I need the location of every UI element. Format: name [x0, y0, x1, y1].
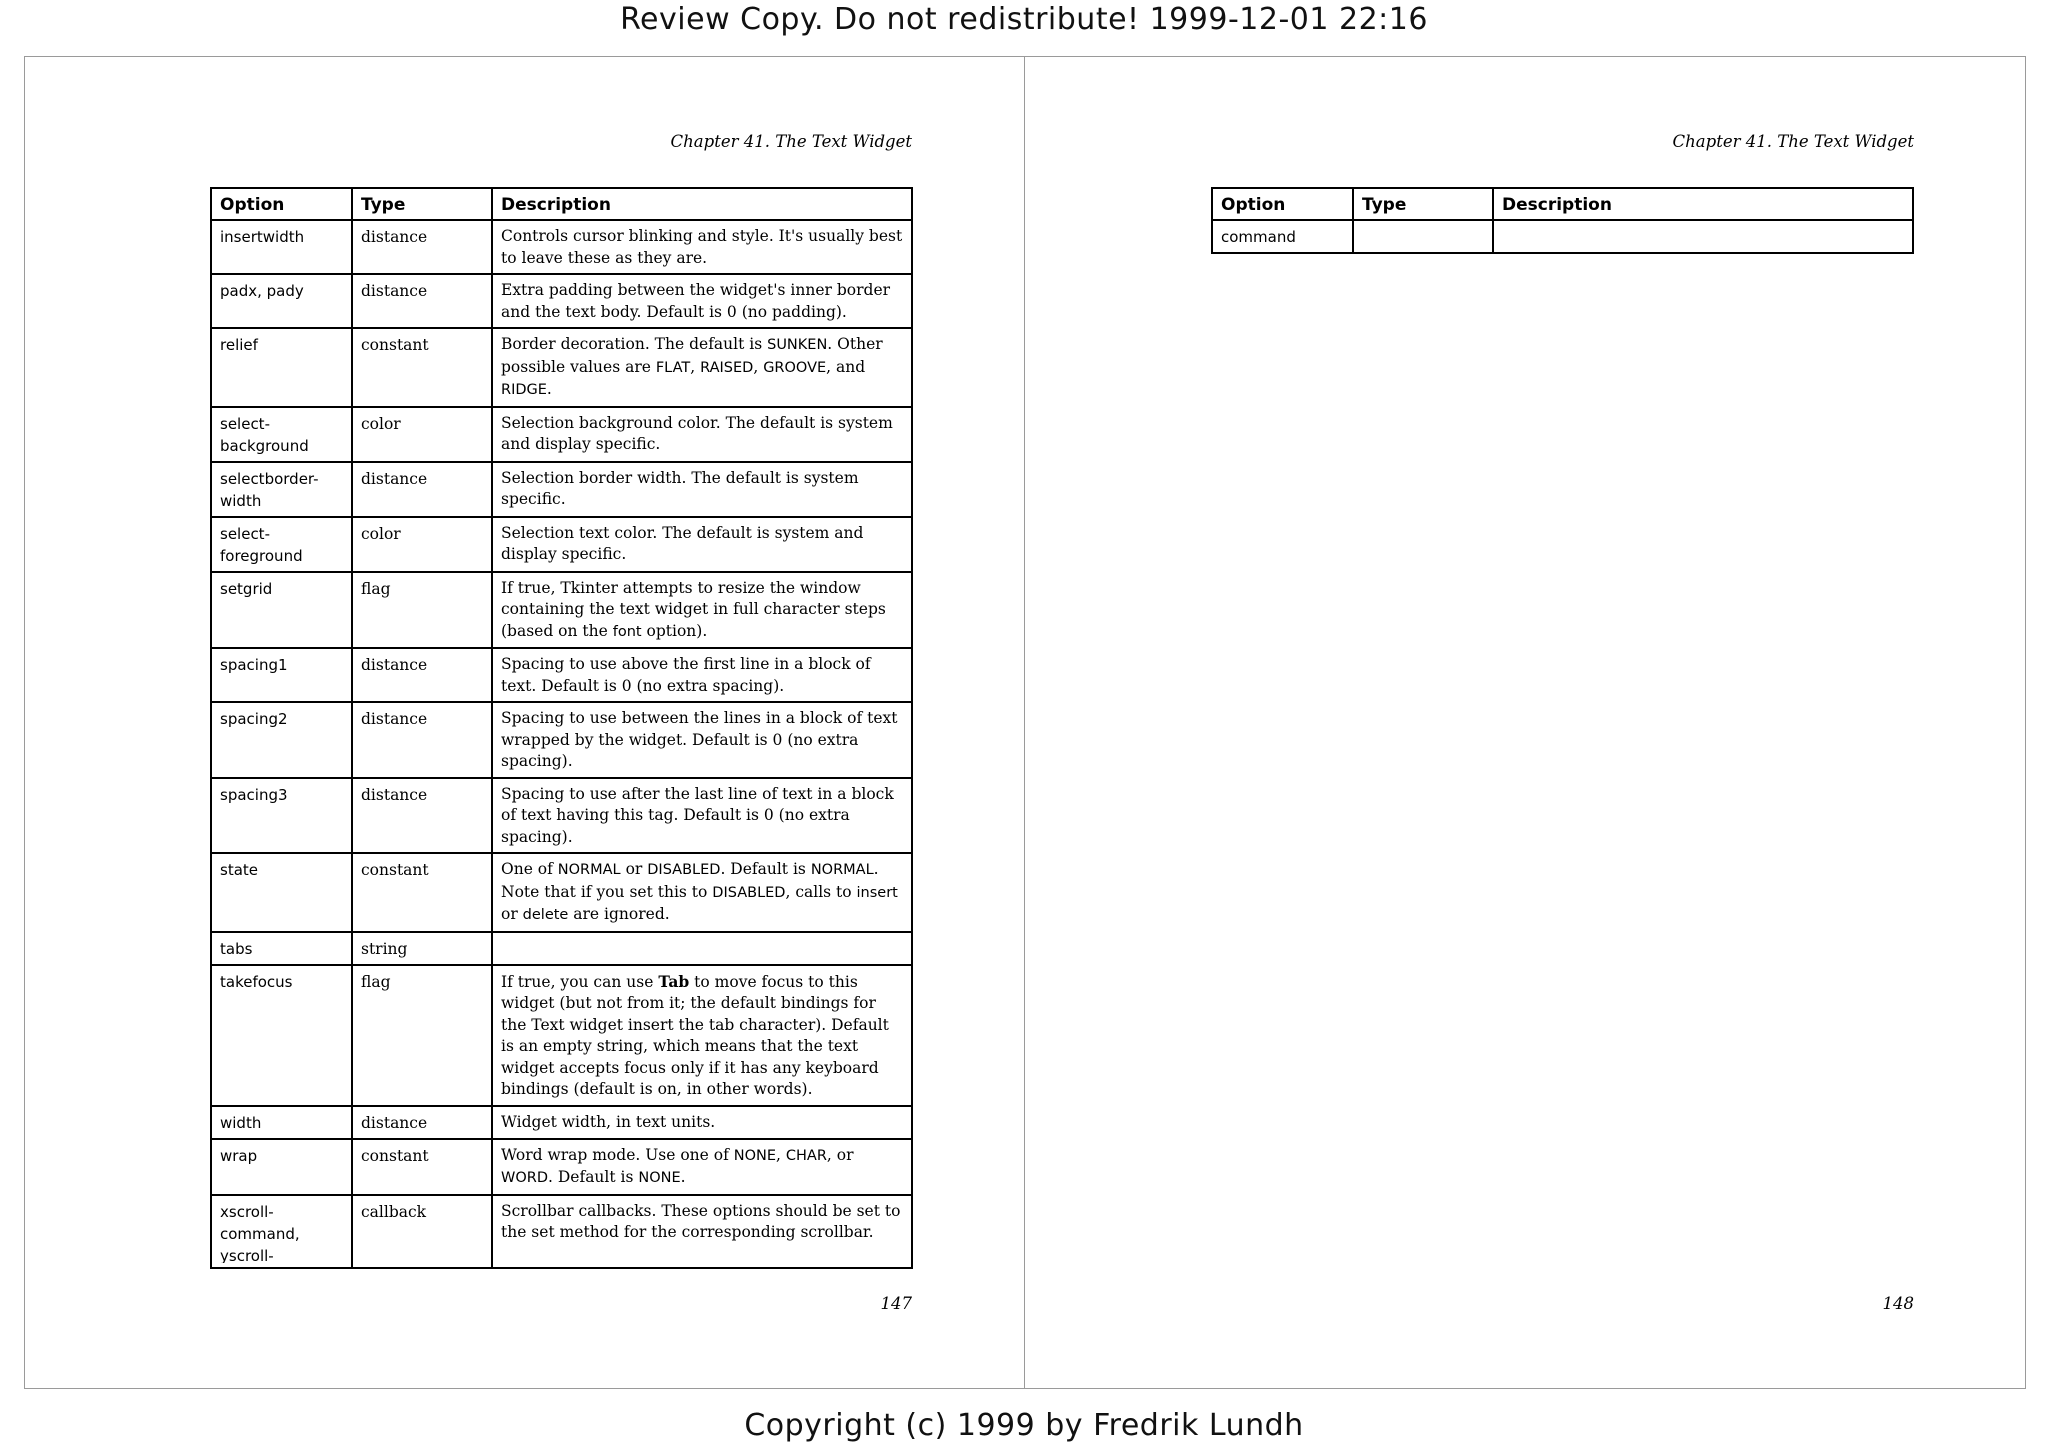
- table-row: [211, 462, 912, 517]
- option-name: [211, 702, 352, 778]
- table-header-row: [1212, 188, 1913, 220]
- option-name: [211, 328, 352, 407]
- code-literal: insert: [856, 884, 898, 901]
- page-number: 147: [880, 1294, 912, 1313]
- option-description: Extra padding between the widget's inner border and the text body. Default is 0 (no padding).: [492, 274, 912, 328]
- option-name-text: insertwidth: [220, 228, 305, 246]
- right-page: [1025, 56, 2026, 1389]
- left-page: [24, 56, 1025, 1389]
- option-description: Spacing to use after the last line of text in a block of text having this tag. Default is 0 (no extra spacing).: [492, 778, 912, 854]
- option-type: flag: [352, 965, 492, 1106]
- code-literal: NORMAL: [810, 862, 874, 878]
- option-name-text: padx, pady: [220, 282, 304, 300]
- option-name-text: selectborder-width: [220, 469, 319, 510]
- options-table-body: [1212, 220, 1913, 253]
- option-name: [211, 220, 352, 274]
- option-name: [211, 407, 352, 462]
- option-type: string: [352, 932, 492, 965]
- option-type: color: [352, 517, 492, 572]
- table-row: [211, 648, 912, 702]
- option-description: One of NORMAL or DISABLED. Default is NORMAL. Note that if you set this to DISABLED, calls to insert or delete are ignored.: [492, 853, 912, 932]
- option-description: Selection border width. The default is system specific.: [492, 462, 912, 517]
- option-name: [211, 572, 352, 649]
- option-name: [211, 517, 352, 572]
- option-name: [211, 274, 352, 328]
- table-header-row: [211, 188, 912, 220]
- option-name: [211, 932, 352, 965]
- header-option: Option: [211, 188, 352, 220]
- option-type: distance: [352, 220, 492, 274]
- option-name: [211, 648, 352, 702]
- page-number: 148: [1882, 1294, 1914, 1313]
- option-name-text: takefocus: [220, 972, 293, 991]
- option-name-text: relief: [220, 336, 258, 354]
- option-name: [211, 778, 352, 854]
- option-description: [492, 932, 912, 965]
- table-row: [211, 965, 912, 1106]
- code-literal: NORMAL: [557, 862, 621, 878]
- option-name-text: setgrid: [220, 579, 273, 598]
- option-type: distance: [352, 648, 492, 702]
- option-description: Spacing to use between the lines in a block of text wrapped by the widget. Default is 0 (no extra spacing).: [492, 702, 912, 778]
- header-type: Type: [352, 188, 492, 220]
- option-description: Selection background color. The default is system and display specific.: [492, 407, 912, 462]
- code-literal: GROOVE: [763, 359, 827, 376]
- code-literal: DISABLED: [647, 862, 721, 878]
- code-literal: DISABLED: [712, 884, 786, 901]
- options-table: [1211, 187, 1914, 254]
- code-literal: WORD: [501, 1170, 548, 1186]
- option-name-text: wrap: [220, 1146, 258, 1165]
- option-type: constant: [352, 328, 492, 407]
- table-row: [211, 702, 912, 778]
- code-literal: NONE: [638, 1170, 681, 1186]
- table-row: [211, 572, 912, 649]
- option-description: Selection text color. The default is system and display specific.: [492, 517, 912, 572]
- option-name: [211, 1106, 352, 1139]
- table-row: [211, 328, 912, 407]
- option-type: constant: [352, 1139, 492, 1195]
- review-copy-banner: Review Copy. Do not redistribute! 1999-12-01 22:16: [620, 2, 1428, 37]
- code-literal: font: [612, 623, 642, 640]
- option-type: flag: [352, 572, 492, 649]
- option-name-text: width: [220, 1113, 262, 1132]
- code-literal: NONE: [733, 1147, 777, 1164]
- option-name-text: tabs: [220, 939, 253, 958]
- option-description: [1493, 220, 1913, 253]
- option-name: [211, 462, 352, 517]
- running-head: Chapter 41. The Text Widget: [670, 132, 912, 151]
- option-type: distance: [352, 1106, 492, 1139]
- header-description: Description: [1493, 188, 1913, 220]
- table-row: [1212, 220, 1913, 253]
- option-type: distance: [352, 274, 492, 328]
- option-type: color: [352, 407, 492, 462]
- option-type: distance: [352, 702, 492, 778]
- code-literal: RIDGE: [501, 382, 547, 398]
- code-literal: CHAR: [785, 1147, 827, 1164]
- option-description: Border decoration. The default is SUNKEN. Other possible values are FLAT, RAISED, GROOVE, and RIDGE.: [492, 328, 912, 407]
- option-description: Scrollbar callbacks. These options should be set to the set method for the corresponding scrollbar.: [492, 1195, 912, 1268]
- option-type: distance: [352, 778, 492, 854]
- option-type: callback: [352, 1195, 492, 1268]
- option-name: [1212, 220, 1353, 253]
- table-row: [211, 778, 912, 854]
- option-name-text: spacing2: [220, 710, 288, 728]
- option-description: Controls cursor blinking and style. It's usually best to leave these as they are.: [492, 220, 912, 274]
- key-name: Tab: [658, 971, 690, 991]
- table-row: [211, 853, 912, 932]
- table-row: [211, 407, 912, 462]
- table-row: [211, 274, 912, 328]
- option-name: [211, 1195, 352, 1268]
- copyright-banner: Copyright (c) 1999 by Fredrik Lundh: [744, 1408, 1304, 1443]
- option-name-text: command: [1221, 228, 1296, 246]
- option-name: [211, 853, 352, 932]
- option-name-text: select-foreground: [220, 524, 303, 565]
- code-literal: delete: [522, 907, 569, 923]
- option-name-text: spacing1: [220, 656, 288, 674]
- option-name: [211, 1139, 352, 1195]
- code-literal: FLAT: [655, 359, 691, 376]
- options-table: [210, 187, 913, 1269]
- option-description: Widget width, in text units.: [492, 1106, 912, 1139]
- table-row: [211, 1139, 912, 1195]
- option-name-text: state: [220, 861, 258, 879]
- option-name-text: xscroll-command, yscroll-: [220, 1202, 300, 1263]
- table-row: [211, 220, 912, 274]
- header-description: Description: [492, 188, 912, 220]
- table-row: [211, 1195, 912, 1268]
- option-name-text: spacing3: [220, 785, 288, 804]
- option-name: [211, 965, 352, 1106]
- option-type: distance: [352, 462, 492, 517]
- options-table-body: [211, 220, 912, 1268]
- table-row: [211, 1106, 912, 1139]
- running-head: Chapter 41. The Text Widget: [1672, 132, 1914, 151]
- option-description: Word wrap mode. Use one of NONE, CHAR, or WORD. Default is NONE.: [492, 1139, 912, 1195]
- option-type: [1353, 220, 1493, 253]
- option-type: constant: [352, 853, 492, 932]
- option-description: If true, Tkinter attempts to resize the window containing the text widget in full character steps (based on the font option).: [492, 572, 912, 649]
- header-type: Type: [1353, 188, 1493, 220]
- option-description: If true, you can use Tab to move focus to this widget (but not from it; the default bindings for the Text widget insert the tab character). Default is an empty string, which means that the text widget accepts focus only if it has any keyboard bindings (default is on, in other words).: [492, 965, 912, 1106]
- code-literal: RAISED: [700, 359, 754, 376]
- option-description: Spacing to use above the first line in a block of text. Default is 0 (no extra spacing).: [492, 648, 912, 702]
- table-row: [211, 932, 912, 965]
- header-option: Option: [1212, 188, 1353, 220]
- option-name-text: select-background: [220, 414, 309, 455]
- code-literal: SUNKEN: [767, 337, 828, 353]
- table-row: [211, 517, 912, 572]
